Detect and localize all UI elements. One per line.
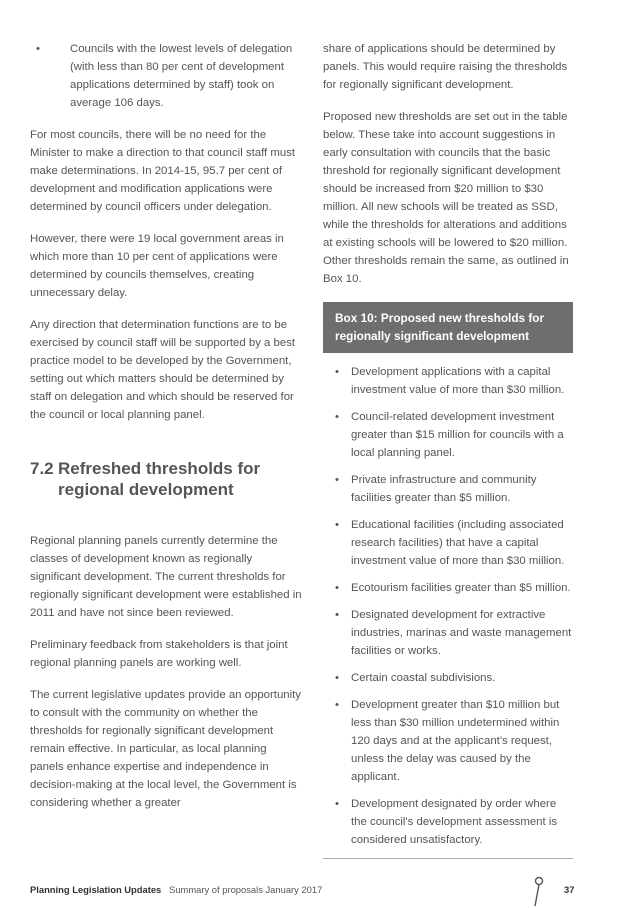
box-list-item: • Council-related development investment greater than $15 million for councils with a local planning panel. — [335, 408, 573, 462]
box-list-item: • Certain coastal subdivisions. — [335, 669, 573, 687]
paragraph: Proposed new thresholds are set out in the table below. These take into account suggestions in early consultation with councils that the basic threshold for regionally significant development should be increased from $20 million to $30 million. All new schools will be treated as SSD, while the thresholds for alterations and additions at existing schools will be lowered to $20 million. Other thresholds remain the same, as outlined in Box 10. — [323, 111, 569, 285]
box-list-item: • Development applications with a capital investment value of more than $30 million. — [335, 363, 573, 399]
paragraph: Regional planning panels currently determine the classes of development known as regionally significant development. The current thresholds for regionally significant development were established in 2011 and have not since been reviewed. — [30, 535, 302, 619]
right-column — [323, 40, 573, 859]
paragraph: Any direction that determination functions are to be exercised by council staff will be supported by a best practice model to be developed by the Government, setting out which matters should be determined by staff on delegation and which should be reserved for the council or local planning panel. — [30, 319, 296, 421]
section-number: 7.2 — [30, 459, 54, 478]
paragraph: For most councils, there will be no need for the Minister to make a direction to that council staff must make determinations. In 2014-15, 95.7 per cent of development and modification applications were determined by council officers under delegation. — [30, 129, 296, 213]
footer-subtitle: Summary of proposals January 2017 — [169, 884, 323, 895]
box-divider — [323, 858, 573, 859]
location-pin-icon — [532, 876, 546, 908]
page-footer — [30, 884, 322, 895]
paragraph: Preliminary feedback from stakeholders is that joint regional planning panels are working well. — [30, 639, 288, 669]
page-number: 37 — [564, 884, 575, 895]
box-10 — [323, 302, 573, 859]
intro-bullet-list — [30, 40, 302, 112]
box-title: Box 10: Proposed new thresholds for regionally significant development — [323, 302, 573, 353]
left-column — [30, 40, 302, 826]
footer-title: Planning Legislation Updates — [30, 884, 162, 895]
paragraph: However, there were 19 local government areas in which more than 10 per cent of applications were determined by councils themselves, creating unnecessary delay. — [30, 233, 284, 299]
box-list — [323, 363, 573, 849]
box-list-item: • Designated development for extractive industries, marinas and waste management facilities or works. — [335, 606, 573, 660]
section-title: Refreshed thresholds for regional development — [58, 459, 261, 499]
paragraph: share of applications should be determined by panels. This would require raising the thresholds for regionally significant development. — [323, 43, 568, 91]
box-list-item: • Private infrastructure and community facilities greater than $5 million. — [335, 471, 573, 507]
paragraph: The current legislative updates provide an opportunity to consult with the community on whether the thresholds for regionally significant development remain effective. In particular, as local planning panels enhance expertise and independence in decision-making at the local level, the Government is considering whether a greater — [30, 689, 302, 809]
box-list-item: • Ecotourism facilities greater than $5 million. — [335, 579, 573, 597]
box-list-item: • Development designated by order where the council's development assessment is considered unsatisfactory. — [335, 795, 573, 849]
box-list-item: • Educational facilities (including associated research facilities) that have a capital investment value of more than $30 million. — [335, 516, 573, 570]
list-item: • Councils with the lowest levels of delegation (with less than 80 per cent of development applications determined by staff) took on average 106 days. — [30, 40, 302, 112]
section-heading — [30, 458, 302, 500]
box-list-item: • Development greater than $10 million but less than $30 million undetermined within 120 days and at the applicant's request, unless the delay was caused by the applicant. — [335, 696, 573, 786]
